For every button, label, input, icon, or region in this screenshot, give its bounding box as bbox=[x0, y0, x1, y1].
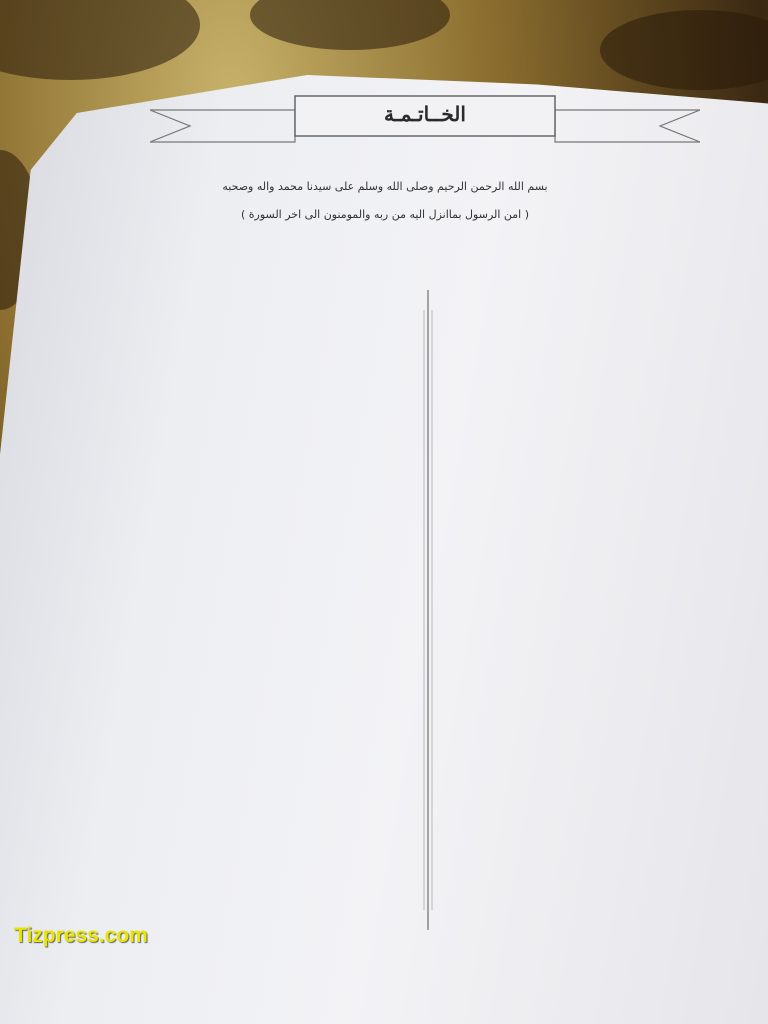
page-title: الخــاتـمـة bbox=[384, 102, 466, 126]
intro-line-1: بسم الله الرحمن الرحيم وصلى الله وسلم على سيدنا محمد واله وصحبه bbox=[222, 180, 548, 193]
title-banner bbox=[150, 90, 700, 152]
intro-line-2: ( امن الرسول بماانزل اليه من ربه والمومنون الى اخر السورة ) bbox=[240, 208, 530, 221]
column-divider bbox=[422, 290, 434, 930]
watermark-text: Tizpress.com bbox=[14, 924, 148, 947]
divider-ornament-icon bbox=[422, 290, 434, 930]
